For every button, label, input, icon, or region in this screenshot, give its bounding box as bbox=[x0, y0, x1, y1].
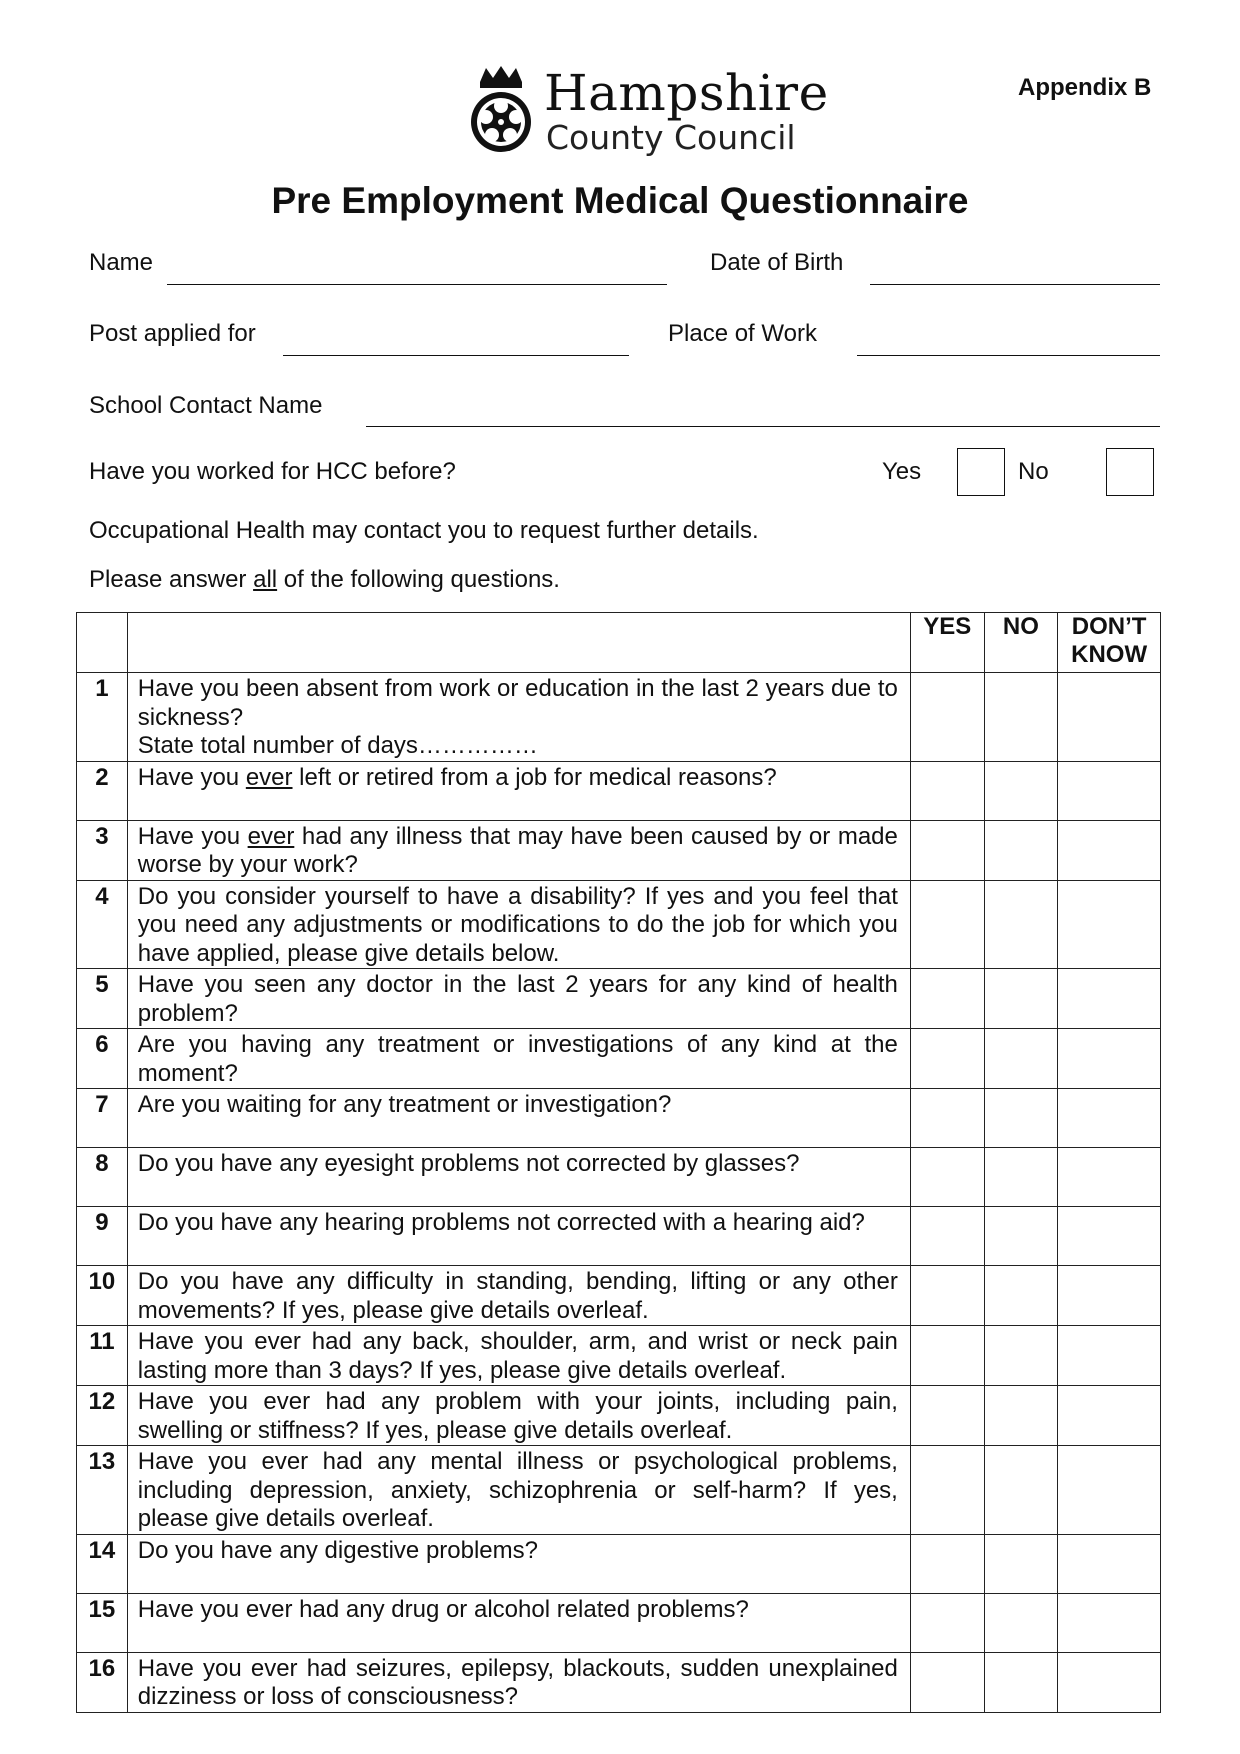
question-number: 1 bbox=[77, 673, 128, 762]
answer-dont-know-cell[interactable] bbox=[1058, 761, 1161, 820]
logo-text-county-council: County Council bbox=[546, 118, 796, 157]
answer-no-cell[interactable] bbox=[984, 673, 1058, 762]
header-dont-know: DON’T KNOW bbox=[1058, 613, 1161, 673]
question-row bbox=[77, 1534, 1161, 1593]
answer-yes-cell[interactable] bbox=[910, 880, 984, 969]
council-logo bbox=[468, 64, 829, 157]
question-row bbox=[77, 1446, 1161, 1535]
question-number: 10 bbox=[77, 1266, 128, 1326]
answer-dont-know-cell[interactable] bbox=[1058, 1534, 1161, 1593]
answer-no-cell[interactable] bbox=[984, 820, 1058, 880]
answer-no-cell[interactable] bbox=[984, 1593, 1058, 1652]
question-text-main: Are you having any treatment or investigations of any kind at the moment? bbox=[137, 1031, 898, 1087]
header-no: NO bbox=[984, 613, 1058, 673]
name-label: Name bbox=[89, 249, 154, 276]
question-row bbox=[77, 1089, 1161, 1148]
question-row bbox=[77, 880, 1161, 969]
answer-instruction-pre: Please answer bbox=[89, 566, 254, 593]
answer-yes-cell[interactable] bbox=[910, 1326, 984, 1386]
question-number: 12 bbox=[77, 1386, 128, 1446]
logo-text-hampshire: Hampshire bbox=[544, 64, 829, 122]
question-text-post: had any illness that may have been caused by or made worse by your work? bbox=[137, 822, 898, 878]
question-text-post: left or retired from a job for medical reasons? bbox=[292, 763, 777, 791]
question-number: 16 bbox=[77, 1652, 128, 1712]
answer-dont-know-cell[interactable] bbox=[1058, 969, 1161, 1029]
answer-no-cell[interactable] bbox=[984, 1089, 1058, 1148]
question-number: 9 bbox=[77, 1207, 128, 1266]
question-text bbox=[127, 1266, 910, 1326]
answer-no-cell[interactable] bbox=[984, 1266, 1058, 1326]
answer-dont-know-cell[interactable] bbox=[1058, 1593, 1161, 1652]
answer-no-cell[interactable] bbox=[984, 1386, 1058, 1446]
answer-dont-know-cell[interactable] bbox=[1058, 820, 1161, 880]
answer-yes-cell[interactable] bbox=[910, 1266, 984, 1326]
question-text bbox=[127, 761, 910, 820]
header-yes: YES bbox=[910, 613, 984, 673]
answer-yes-cell[interactable] bbox=[910, 761, 984, 820]
question-text bbox=[127, 820, 910, 880]
question-number: 5 bbox=[77, 969, 128, 1029]
appendix-label: Appendix B bbox=[1018, 74, 1152, 101]
question-row bbox=[77, 969, 1161, 1029]
question-row bbox=[77, 1593, 1161, 1652]
answer-no-cell[interactable] bbox=[984, 1207, 1058, 1266]
answer-yes-cell[interactable] bbox=[910, 969, 984, 1029]
question-text-main: Have you ever had any back, shoulder, arm, and wrist or neck pain lasting more than 3 days? If yes, please give details overleaf. bbox=[137, 1328, 898, 1384]
answer-dont-know-cell[interactable] bbox=[1058, 1386, 1161, 1446]
answer-dont-know-cell[interactable] bbox=[1058, 1446, 1161, 1535]
answer-no-cell[interactable] bbox=[984, 1446, 1058, 1535]
question-text-main: Do you have any digestive problems? bbox=[137, 1536, 538, 1564]
answer-dont-know-cell[interactable] bbox=[1058, 1089, 1161, 1148]
question-text-main: Have you been absent from work or education in the last 2 years due to sickness? bbox=[137, 675, 898, 731]
question-text bbox=[127, 880, 910, 969]
answer-instruction-all: all bbox=[253, 566, 278, 593]
header-question-cell bbox=[127, 613, 910, 673]
contact-note: Occupational Health may contact you to request further details. bbox=[89, 517, 759, 544]
page-title: Pre Employment Medical Questionnaire bbox=[271, 180, 969, 221]
question-text bbox=[127, 969, 910, 1029]
answer-instruction-post: of the following questions. bbox=[277, 566, 560, 593]
school-contact-field[interactable] bbox=[366, 426, 1160, 427]
question-text-main: Have you seen any doctor in the last 2 years for any kind of health problem? bbox=[137, 971, 898, 1027]
answer-dont-know-cell[interactable] bbox=[1058, 673, 1161, 762]
answer-dont-know-cell[interactable] bbox=[1058, 1148, 1161, 1207]
question-row bbox=[77, 820, 1161, 880]
question-text bbox=[127, 1029, 910, 1089]
post-field[interactable] bbox=[283, 355, 629, 356]
question-text-main: Do you have any difficulty in standing, bending, lifting or any other movements? If yes, please give details overleaf. bbox=[137, 1268, 898, 1324]
name-field[interactable] bbox=[167, 284, 667, 285]
question-row bbox=[77, 1386, 1161, 1446]
answer-dont-know-cell[interactable] bbox=[1058, 1326, 1161, 1386]
question-text bbox=[127, 1326, 910, 1386]
question-number: 13 bbox=[77, 1446, 128, 1535]
answer-no-cell[interactable] bbox=[984, 1029, 1058, 1089]
question-text-main: Are you waiting for any treatment or investigation? bbox=[137, 1091, 672, 1118]
question-text bbox=[127, 1207, 910, 1266]
question-text bbox=[127, 1652, 910, 1712]
question-text-main: Do you have any hearing problems not corrected with a hearing aid? bbox=[137, 1209, 865, 1236]
answer-no-cell[interactable] bbox=[984, 880, 1058, 969]
answer-dont-know-cell[interactable] bbox=[1058, 1652, 1161, 1712]
worked-before-question: Have you worked for HCC before? bbox=[89, 458, 456, 485]
crest-icon bbox=[468, 64, 534, 156]
question-text-main: Have you ever had any problem with your joints, including pain, swelling or stiffness? If yes, please give details overleaf. bbox=[137, 1388, 898, 1444]
answer-yes-cell[interactable] bbox=[910, 1386, 984, 1446]
answer-dont-know-cell[interactable] bbox=[1058, 1266, 1161, 1326]
dob-label: Date of Birth bbox=[710, 249, 844, 276]
question-row bbox=[77, 1326, 1161, 1386]
question-text-main: Have you ever had any mental illness or psychological problems, including depression, anxiety, schizophrenia or self-harm? If yes, please give details overleaf. bbox=[137, 1448, 898, 1532]
answer-yes-cell[interactable] bbox=[910, 1652, 984, 1712]
question-text bbox=[127, 1446, 910, 1535]
answer-yes-cell[interactable] bbox=[910, 1593, 984, 1652]
question-text bbox=[127, 1534, 910, 1593]
question-text-main: Do you have any eyesight problems not corrected by glasses? bbox=[137, 1150, 800, 1177]
question-text bbox=[127, 1593, 910, 1652]
question-row bbox=[77, 761, 1161, 820]
post-label: Post applied for bbox=[89, 320, 256, 347]
question-text bbox=[127, 673, 910, 762]
answer-yes-cell[interactable] bbox=[910, 1029, 984, 1089]
question-text bbox=[127, 1089, 910, 1148]
answer-no-cell[interactable] bbox=[984, 761, 1058, 820]
questions-table bbox=[76, 612, 1161, 1713]
question-number: 15 bbox=[77, 1593, 128, 1652]
question-text-ul: ever bbox=[245, 763, 293, 791]
question-text-main: Do you consider yourself to have a disability? If yes and you feel that you need any adjustments or modifications to do the job for which you have applied, please give details below. bbox=[137, 882, 898, 967]
question-row bbox=[77, 1266, 1161, 1326]
answer-yes-cell[interactable] bbox=[910, 673, 984, 762]
question-row bbox=[77, 673, 1161, 762]
question-number: 3 bbox=[77, 820, 128, 880]
answer-yes-cell[interactable] bbox=[910, 1534, 984, 1593]
question-row bbox=[77, 1207, 1161, 1266]
question-row bbox=[77, 1148, 1161, 1207]
question-number: 2 bbox=[77, 761, 128, 820]
question-number: 8 bbox=[77, 1148, 128, 1207]
header-num-cell bbox=[77, 613, 128, 673]
answer-yes-cell[interactable] bbox=[910, 820, 984, 880]
question-text-pre: Have you bbox=[137, 763, 246, 791]
question-text-main: Have you ever had seizures, epilepsy, blackouts, sudden unexplained dizziness or loss of consciousness? bbox=[137, 1654, 898, 1710]
table-header-row bbox=[77, 613, 1161, 673]
place-of-work-field[interactable] bbox=[857, 355, 1160, 356]
answer-no-cell[interactable] bbox=[984, 1534, 1058, 1593]
answer-dont-know-cell[interactable] bbox=[1058, 880, 1161, 969]
questions-body bbox=[77, 673, 1161, 1713]
question-number: 6 bbox=[77, 1029, 128, 1089]
worked-before-yes-checkbox[interactable] bbox=[957, 448, 1005, 496]
yes-label: Yes bbox=[882, 458, 922, 485]
answer-yes-cell[interactable] bbox=[910, 1446, 984, 1535]
question-text-main: Have you ever had any drug or alcohol related problems? bbox=[137, 1595, 749, 1623]
question-text bbox=[127, 1386, 910, 1446]
answer-dont-know-cell[interactable] bbox=[1058, 1029, 1161, 1089]
answer-yes-cell[interactable] bbox=[910, 1148, 984, 1207]
question-text-ul: ever bbox=[247, 822, 295, 850]
answer-yes-cell[interactable] bbox=[910, 1089, 984, 1148]
answer-no-cell[interactable] bbox=[984, 1148, 1058, 1207]
question-number: 11 bbox=[77, 1326, 128, 1386]
question-text bbox=[127, 1148, 910, 1207]
answer-yes-cell[interactable] bbox=[910, 1207, 984, 1266]
question-row bbox=[77, 1029, 1161, 1089]
answer-dont-know-cell[interactable] bbox=[1058, 1207, 1161, 1266]
answer-no-cell[interactable] bbox=[984, 1326, 1058, 1386]
question-number: 4 bbox=[77, 880, 128, 969]
answer-no-cell[interactable] bbox=[984, 1652, 1058, 1712]
place-of-work-label: Place of Work bbox=[668, 320, 817, 347]
answer-no-cell[interactable] bbox=[984, 969, 1058, 1029]
no-label: No bbox=[1018, 458, 1049, 485]
school-contact-label: School Contact Name bbox=[89, 392, 323, 419]
answer-instruction bbox=[89, 566, 560, 594]
worked-before-no-checkbox[interactable] bbox=[1106, 448, 1154, 496]
question-number: 14 bbox=[77, 1534, 128, 1593]
question-text-pre: Have you bbox=[137, 822, 248, 850]
question-number: 7 bbox=[77, 1089, 128, 1148]
question-row bbox=[77, 1652, 1161, 1712]
question-extra: State total number of days…………… bbox=[137, 732, 538, 759]
dob-field[interactable] bbox=[870, 284, 1160, 285]
